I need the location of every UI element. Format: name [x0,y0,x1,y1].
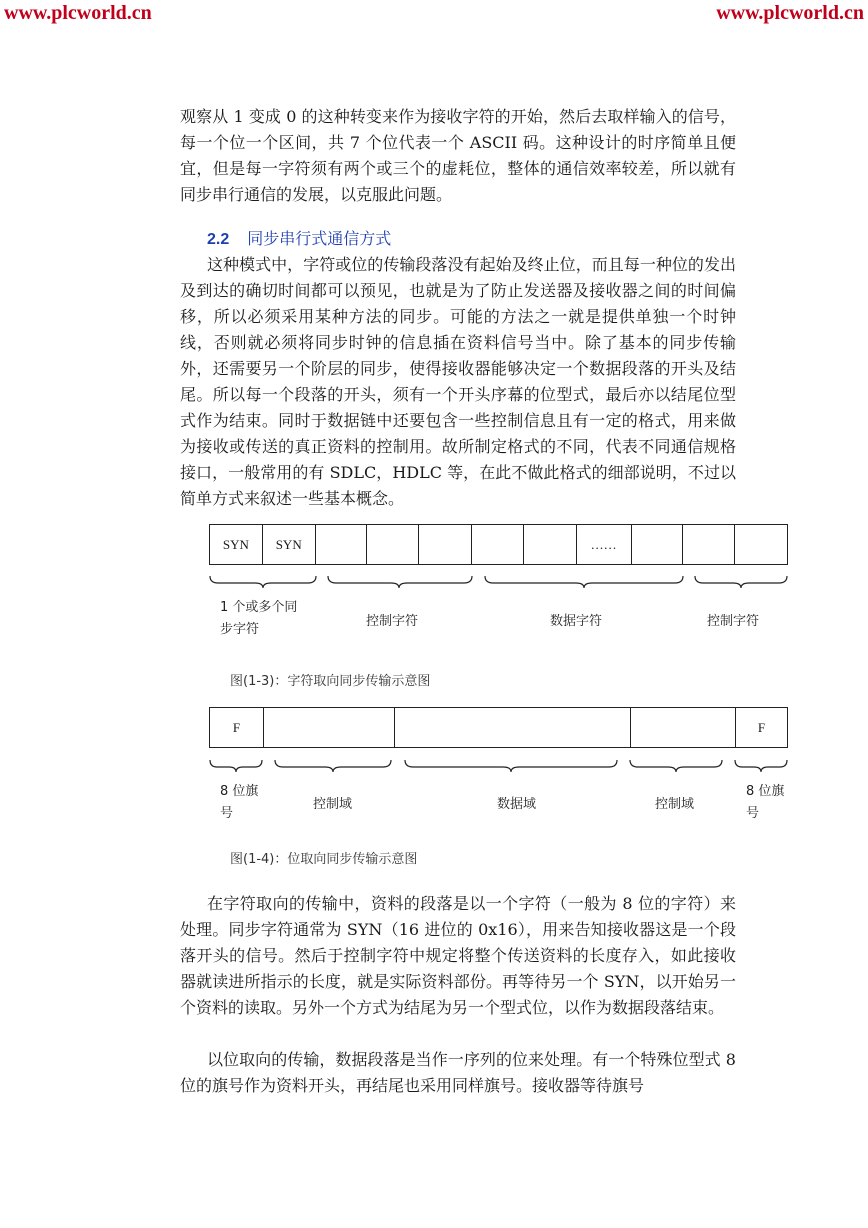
label-control-chars-2: 控制字符 [707,614,760,629]
brace-data [405,760,617,772]
brace-control-2 [630,760,722,772]
brace-control-1 [275,760,391,772]
brace-flag-right [735,760,787,772]
paragraph-4: 以位取向的传输，数据段落是当作一序列的位来处理。有一个特殊位型式 8 位的旗号作为资料开头，再结尾也采用同样旗号。接收器等待旗号 [180,1050,736,1095]
frame-cell-syn-2: SYN [263,525,316,564]
label-control-field-1: 控制域 [313,797,353,812]
section-title: 同步串行式通信方式 [247,229,392,248]
frame-cell-flag-start: F [210,708,264,747]
paragraph-2: 这种模式中，字符或位的传输段落没有起始及终止位，而且每一种位的发出及到达的确切时间都可以预见，也就是为了防止发送器及接收器之间的时间偏移，所以必须采用某种方法的同步。可能的方法之一就是提供单独一个时钟线，否则就必须将同步时钟的信息插在资料信号当中。除了基本的同步传输外，还需要另一个阶层的同步，使得接收器能够决定一个数据段落的开头及结尾。所以每一个段落的开头，须有一个开头序幕的位型式，最后亦以结尾位型式作为结束。同时于数据链中还要包含一些控制信息且有一定的格式，用来做为接收或传送的真正资料的控制用。故所制定格式的不同，代表不同通信规格接口，一般常用的有 SDLC，HDLC 等，在此不做此格式的细部说明，不过以简单方式来叙述一些基本概念。 [180,255,736,508]
label-sync-line-1: 1 个或多个同 [220,600,298,615]
label-flag-left-line-2: 号 [220,806,234,821]
figure-1-caption: 图(1-3)：字符取向同步传输示意图 [230,674,431,689]
frame-cell-syn-1: SYN [210,525,263,564]
label-data-chars: 数据字符 [550,614,603,629]
label-control-field-2: 控制域 [655,797,695,812]
header-url-right[interactable]: www.plcworld.cn [716,2,864,24]
label-flag-right-line-1: 8 位旗 [746,784,785,799]
frame-cell-ellipsis: …… [590,536,617,552]
frame-cell-flag-end: F [757,719,766,735]
paragraph-3: 在字符取向的传输中，资料的段落是以一个字符（一般为 8 位的字符）来处理。同步字符通常为 SYN（16 进位的 0x16），用来告知接收器这是一个段落开头的信号。然后于控制字符中规定将整个传送资料的长度存入，如此接收器就读进所指示的长度，就是实际资料部份。再等待另一个 SYN，以开始另一个资料的读取。另外一个方式为结尾为另一个型式位，以作为数据段落结束。 [180,894,736,1017]
label-flag-left [220,781,258,825]
brace-flag-left [210,760,262,772]
label-flag-right-line-2: 号 [746,806,760,821]
label-flag-left-line-1: 8 位旗 [220,784,259,799]
label-sync-line-2: 步字符 [220,622,260,637]
label-flag-right [746,781,784,825]
section-number: 2.2 [207,231,230,248]
paragraph-1: 观察从 1 变成 0 的这种转变来作为接收字符的开始，然后去取样输入的信号，每一个位一个区间，共 7 个位代表一个 ASCII 码。这种设计的时序简单且便宜，但是每一字符须有两个或三个的虚耗位，整体的通信效率较差，所以就有同步串行通信的发展，以克服此问题。 [180,107,736,204]
header-url-left[interactable]: www.plcworld.cn [4,2,152,24]
figure-2-caption: 图(1-4)：位取向同步传输示意图 [230,852,418,867]
label-control-chars-1: 控制字符 [366,614,419,629]
label-data-field: 数据域 [497,797,537,812]
